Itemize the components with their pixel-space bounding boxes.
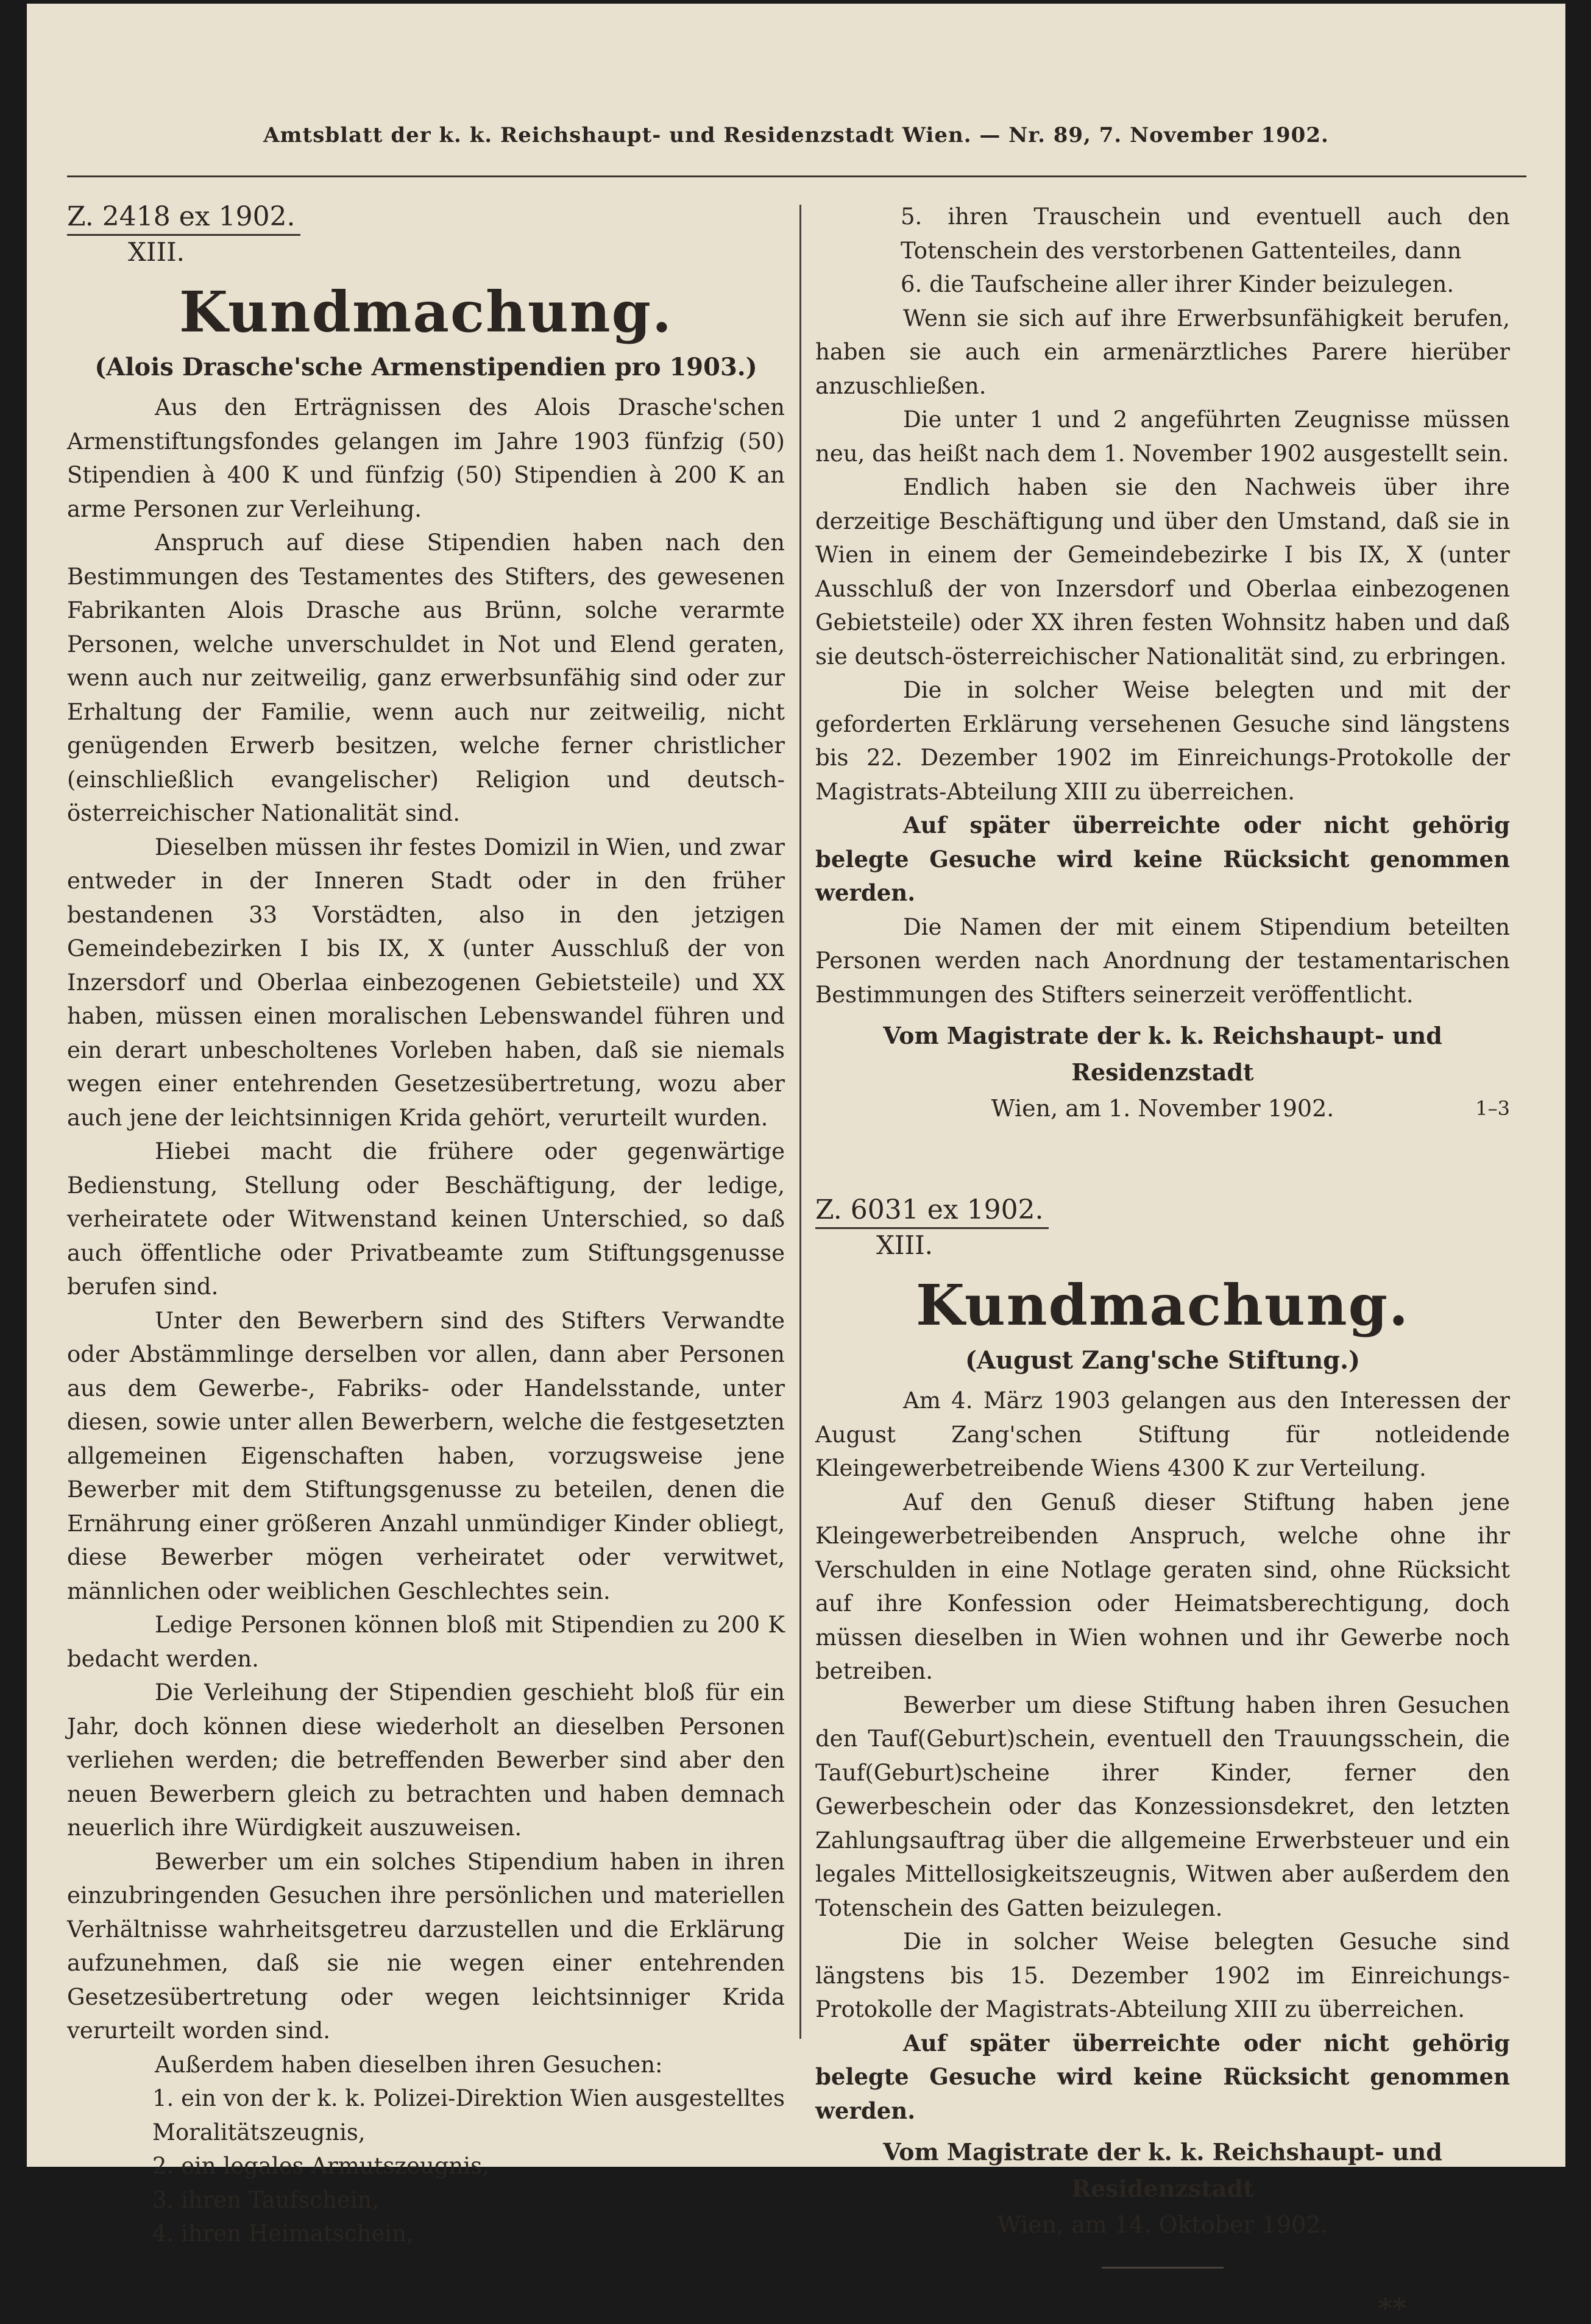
notice1-list-item: 3. ihren Taufschein, [152,2186,380,2213]
notice1-list-item: 5. ihren Trauschein und eventuell auch den Totenschein des verstorbenen Gattenteiles, dann [901,204,1510,264]
notice1-paragraph: Unter den Bewerbern sind des Stifters Verwandte oder Abstämmlinge derselben vor allen, dann aber Personen aus dem Gewerbe-, Fabriks- oder Handelsstande, unter diesen, sowie unter allen Bewerbern, welche die festgesetzten allgemeinen Eigenschaften haben, vorzugsweise jene Bewerber mit dem Stiftungsgenusse zu beteilen, denen die Ernährung einer größeren Anzahl unmündiger Kinder obliegt, diese Bewerber mögen verheiratet oder verwitwet, männlichen oder weiblichen Geschlechtes sein. [67,1307,785,1604]
notice1-date: Wien, am 1. November 1902. [991,1095,1334,1122]
notice1-list-item: 2. ein legales Armutszeugnis, [152,2153,489,2179]
notice1-paragraph: Dieselben müssen ihr festes Domizil in Wien, und zwar entweder in der Inneren Stadt oder in den früher bestandenen 33 Vorstädten, also in den jetzigen Gemeindebezirken I bis IX, X (unter Ausschluß der von Inzersdorf und Oberlaa einbezogenen Gebietsteile) und XX haben, müssen einen moralischen Lebenswandel führen und ein derart unbescholtenes Vorleben haben, daß sie niemals wegen einer entehrenden Gesetzesübertretung, wozu aber auch jene der leichtsinnigen Krida gehört, verurteilt wurden. [67,834,785,1131]
notice1-paragraph: Endlich haben sie den Nachweis über ihre derzeitige Beschäftigung und über den Umstand, daß sie in Wien in einem der Gemeindebezirke I bis IX, X (unter Ausschluß der von Inzersdorf und Oberlaa einbezogenen Gebietsteile) oder XX ihren festen Wohnsitz haben und daß sie deutsch-österreichischer Nationalität sind, zu erbringen. [815,474,1510,670]
end-mark: ** [1378,2293,1406,2324]
notice1-list-item: 4. ihren Heimatschein, [152,2220,414,2247]
notice1-paragraph: Wenn sie sich auf ihre Erwerbsunfähigkeit berufen, haben sie auch ein armenärztliches Parere hierüber anzuschließen. [815,305,1510,399]
notice2-paragraph: Auf den Genuß dieser Stiftung haben jene Kleingewerbetreibenden Anspruch, welche ohne ihr Verschulden in eine Notlage geraten sind, ohne Rücksicht auf ihre Konfession oder Heimatsberechtigung, doch müssen dieselben in Wien wohnen und ihr Gewerbe noch betreiben. [815,1489,1510,1684]
end-rule [1102,2267,1224,2269]
notice2-paragraph: Die in solcher Weise belegten Gesuche sind längstens bis 15. Dezember 1902 im Einreichungs-Protokolle der Magistrats-Abteilung XIII zu überreichen. [815,1929,1510,2022]
notice1-ref-number: 1–3 [1475,1097,1510,1120]
page-header: Amtsblatt der k. k. Reichshaupt- und Residenzstadt Wien. — Nr. 89, 7. November 1902. [263,123,1329,147]
notice1-paragraph: Die unter 1 und 2 angeführten Zeugnisse müssen neu, das heißt nach dem 1. November 1902 ausgestellt sein. [815,406,1510,467]
notice1-signature: Vom Magistrate der k. k. Reichshaupt- und Residenzstadt [883,1022,1442,1086]
section-spacer [815,1126,1510,1193]
header-rule [67,175,1526,177]
notice1-warning: Auf später überreichte oder nicht gehörig belegte Gesuche wird keine Rücksicht genommen werden. [815,812,1510,906]
notice1-list-item: 6. die Taufscheine aller ihrer Kinder beizulegen. [901,271,1455,297]
notice1-paragraph: Bewerber um ein solches Stipendium haben in ihren einzubringenden Gesuchen ihre persönlichen und materiellen Verhältnisse wahrheitsgetreu darzustellen und die Erklärung aufzunehmen, daß sie nie wegen einer entehrenden Gesetzesübertretung oder wegen leichtsinniger Krida verurteilt worden sind. [67,1848,785,2044]
notice1-paragraph: Die in solcher Weise belegten und mit der geforderten Erklärung versehenen Gesuche sind längstens bis 22. Dezember 1902 im Einreichungs-Protokolle der Magistrats-Abteilung XIII zu überreichen. [815,677,1510,805]
notice2-date: Wien, am 14. Oktober 1902. [997,2211,1328,2238]
notice2-dept: XIII. [876,1230,934,1260]
notice1-list-item: 1. ein von der k. k. Polizei-Direktion Wien ausgestelltes Moralitätszeugnis, [152,2085,785,2145]
notice1-subtitle: (Alois Drasche'sche Armenstipendien pro 1903.) [94,353,757,381]
notice1-file-ref: Z. 2418 ex 1902. [67,200,300,236]
notice1-date-line [815,1091,1510,1126]
notice1-paragraph: Anspruch auf diese Stipendien haben nach den Bestimmungen des Testamentes des Stifters, des gewesenen Fabrikanten Alois Drasche aus Brünn, solche verarmte Personen, welche unverschuldet in Not und Elend geraten, wenn auch nur zeitweilig, ganz erwerbsunfähig sind oder zur Erhaltung der Familie, wenn auch nur zeitweilig, nicht genügenden Erwerb besitzen, welche ferner christlicher (einschließlich evangelischer) Religion und deutsch-österreichischer Nationalität sind. [67,530,785,826]
notice1-closing: Die Namen der mit einem Stipendium beteilten Personen werden nach Anordnung der testamentarischen Bestimmungen des Stifters seinerzeit veröffentlicht. [815,913,1510,1008]
notice2-warning: Auf später überreichte oder nicht gehörig belegte Gesuche wird keine Rücksicht genommen werden. [815,2029,1510,2124]
column-rule [799,205,801,2039]
notice1-title: Kundmachung. [179,279,673,345]
notice2-file-ref: Z. 6031 ex 1902. [815,1193,1049,1229]
notice1-paragraph: Ledige Personen können bloß mit Stipendien zu 200 K bedacht werden. [67,1612,785,1672]
left-column [67,200,785,2251]
notice1-dept: XIII. [128,237,185,267]
notice2-signature: Vom Magistrate der k. k. Reichshaupt- und Residenzstadt [883,2138,1442,2202]
right-column [815,200,1510,2324]
notice2-paragraph: Bewerber um diese Stiftung haben ihren Gesuchen den Tauf(Geburt)schein, eventuell den Trauungsschein, die Tauf(Geburt)scheine ihrer Kinder, ferner den Gewerbeschein oder das Konzessionsdekret, den letzten Zahlungsauftrag über die allgemeine Erwerbsteuer und ein legales Mittellosigkeitszeugnis, Witwen aber außerdem den Totenschein des Gatten beizulegen. [815,1692,1510,1921]
notice1-paragraph: Die Verleihung der Stipendien geschieht bloß für ein Jahr, doch können diese wiederholt an dieselben Personen verliehen werden; die betreffenden Bewerber sind aber den neuen Bewerbern gleich zu betrachten und haben demnach neuerlich ihre Würdigkeit auszuweisen. [67,1679,785,1841]
notice1-paragraph: Hiebei macht die frühere oder gegenwärtige Bedienstung, Stellung oder Beschäftigung, der ledige, verheiratete oder Witwenstand keinen Unterschied, so daß auch öffentliche oder Privatbeamte zum Stiftungsgenusse berufen sind. [67,1138,785,1300]
notice1-paragraph: Aus den Erträgnissen des Alois Drasche'schen Armenstiftungsfondes gelangen im Jahre 1903 fünfzig (50) Stipendien à 400 K und fünfzig (50) Stipendien à 200 K an arme Personen zur Verleihung. [67,394,785,522]
notice2-date-line [815,2207,1510,2242]
notice1-paragraph: Außerdem haben dieselben ihren Gesuchen: [155,2051,663,2078]
notice2-title: Kundmachung. [915,1272,1410,1338]
notice2-subtitle: (August Zang'sche Stiftung.) [965,1346,1360,1375]
newspaper-page [27,4,1565,2324]
notice2-paragraph: Am 4. März 1903 gelangen aus den Interessen der August Zang'schen Stiftung für notleidende Kleingewerbetreibende Wiens 4300 K zur Verteilung. [815,1387,1510,1481]
